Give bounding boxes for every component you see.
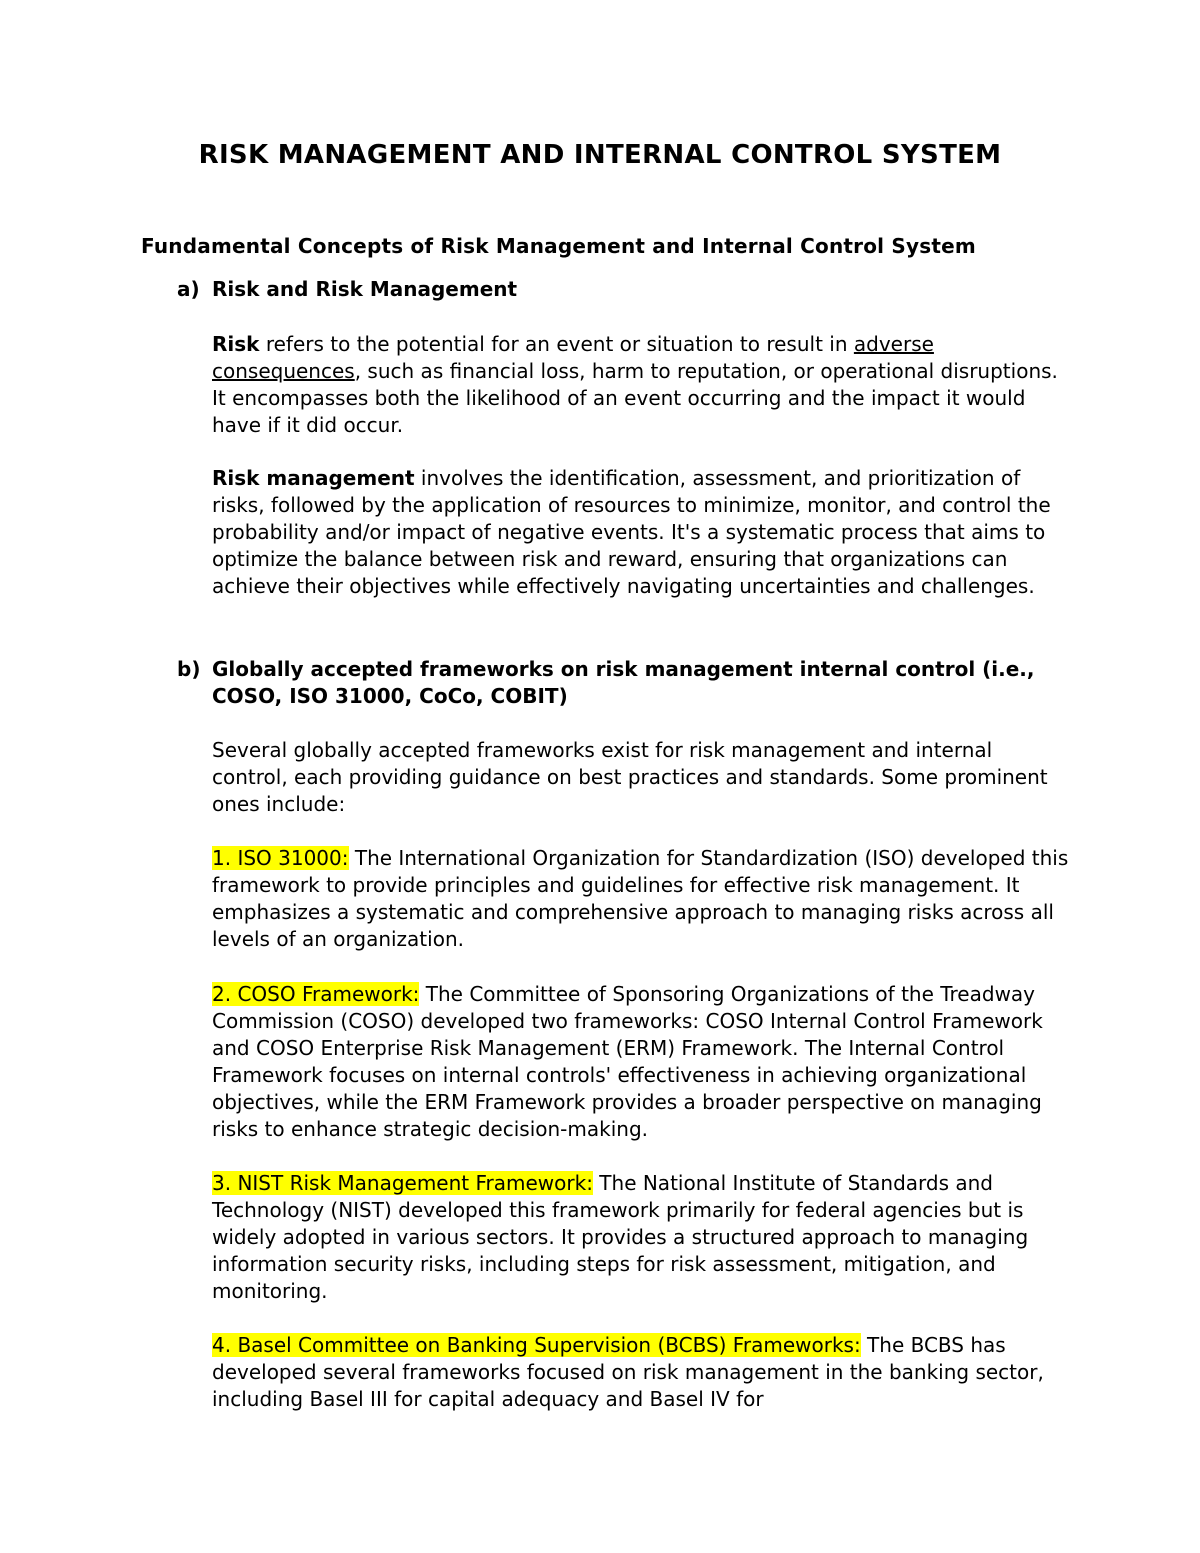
framework-text-nist: The National Institute of Standards and Technology (NIST) developed this framework primarily for federal agencies but is widely adopted in various sectors. It provides a structured approach to managing information security risks, including steps for risk assessment, mitigation, and monitoring. [212,1171,1029,1303]
adverse-consequences-link[interactable]: adverse consequences [212,332,934,383]
framework-label-nist: 3. NIST Risk Management Framework: [212,1171,593,1195]
framework-text-bcbs: The BCBS has developed several frameworks focused on risk management in the banking sector, including Basel III for capital adequacy and Basel IV for [212,1333,1044,1411]
section-a-heading-text: Risk and Risk Management [212,277,518,301]
framework-item-bcbs [212,1332,1072,1413]
framework-label-coso: 2. COSO Framework: [212,982,420,1006]
section-b-heading [177,656,1072,710]
document-title: RISK MANAGEMENT AND INTERNAL CONTROL SYSTEM [198,140,1002,170]
framework-label-iso: 1. ISO 31000: [212,846,349,870]
section-a-heading [177,276,1072,303]
risk-management-term: Risk management [212,466,415,490]
risk-term: Risk [212,332,260,356]
section-a-risk-paragraph [212,331,1072,439]
framework-text-iso: The International Organization for Standardization (ISO) developed this framework to provide principles and guidelines for effective risk management. It emphasizes a systematic and comprehensive approach to managing risks across all levels of an organization. [212,846,1069,951]
section-b-heading-text: Globally accepted frameworks on risk management internal control (i.e., COSO, ISO 31000, CoCo, COBIT) [212,657,1035,708]
framework-text-coso: The Committee of Sponsoring Organizations of the Treadway Commission (COSO) developed two frameworks: COSO Internal Control Framework and COSO Enterprise Risk Management (ERM) Framework. The Internal Control Framework focuses on internal controls' effectiveness in achieving organizational objectives, while the ERM Framework provides a broader perspective on managing risks to enhance strategic decision-making. [212,982,1043,1141]
section-b-intro-paragraph: Several globally accepted frameworks exist for risk management and internal control, each providing guidance on best practices and standards. Some prominent ones include: [212,738,1048,816]
document-subtitle: Fundamental Concepts of Risk Management and Internal Control System [141,234,976,258]
section-b-marker: b) [177,657,201,681]
framework-item-coso [212,981,1072,1143]
risk-management-text: involves the identification, assessment, and prioritization of risks, followed by the application of resources to minimize, monitor, and control the probability and/or impact of negative events. It's a systematic process that aims to optimize the balance between risk and reward, ensuring that organizations can achieve their objectives while effectively navigating uncertainties and challenges. [212,466,1051,598]
risk-text-1: refers to the potential for an event or situation to result in [259,332,854,356]
section-a-marker: a) [177,277,200,301]
framework-item-iso [212,845,1072,953]
framework-label-bcbs: 4. Basel Committee on Banking Supervision (BCBS) Frameworks: [212,1333,861,1357]
risk-text-2: , such as financial loss, harm to reputation, or operational disruptions. It encompasses both the likelihood of an event occurring and the impact it would have if it did occur. [212,359,1058,437]
section-a-risk-management-paragraph [212,465,1072,600]
framework-item-nist [212,1170,1072,1305]
